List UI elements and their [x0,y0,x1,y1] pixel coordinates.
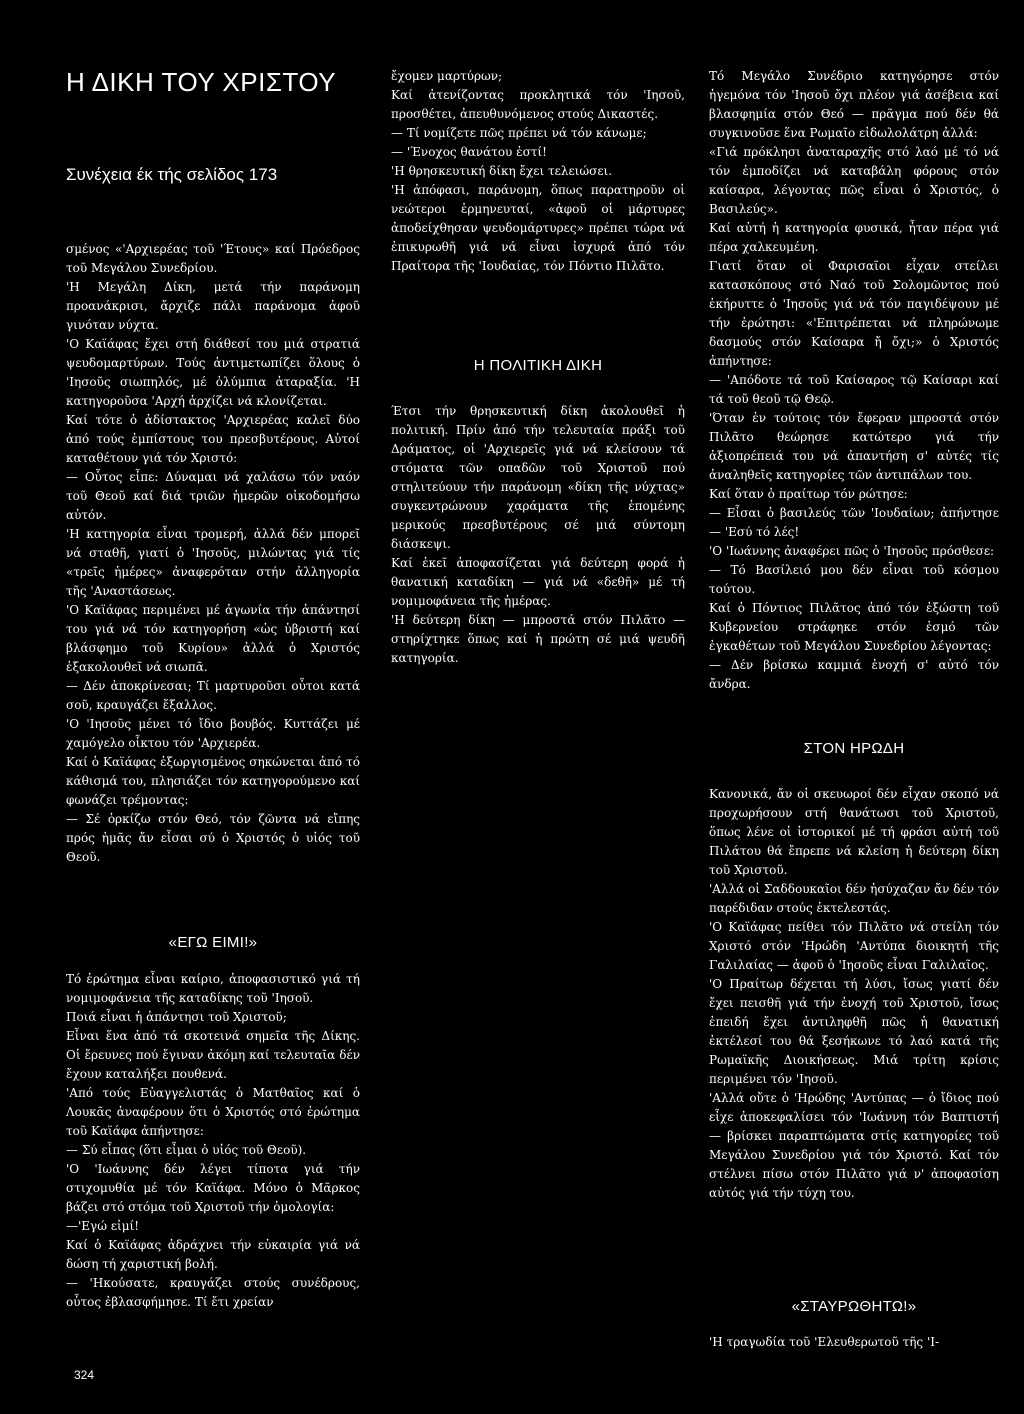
section-heading-herod: ΣΤΟΝ ΗΡΩΔΗ [803,740,905,757]
col3-paragraph-3: 'Η τραγωδία τοῦ 'Ελευθερωτοῦ τῆς 'Ι- [709,1335,940,1349]
continuation-note: Συνέχεια έκ τής σελίδος 173 [66,165,278,184]
col2-paragraph-1: ἔχομεν μαρτύρων; Καί ἀτενίζοντας προκλητικά τόν 'Ιησοῦ, προσθέτει, ἀπευθυνόμενος στούς Δικαστές. — Τί νομίζετε πῶς πρέπει νά τόν κάνωμε; — 'Ένοχος θανάτου ἐστί! 'Η θρησκευτική δίκη ἔχει τελειώσει. 'Η ἀπόφασι, παράνομη, ὅπως παρατηροῦν οἱ νεώτεροι ἑρμηνευταί, «ἀφοῦ οἱ μάρτυρες ἀποδείχθησαν ψευδομάρτυρες» πρέπει τώρα νά ἐπικυρωθῆ γιά νά εἶναι ἰσχυρά ἀπό τόν Πραίτορα τῆς 'Ιουδαίας, τόν Πόντιο Πιλᾶτο. [391,69,685,273]
page-number: 324 [74,1368,95,1382]
col3-paragraph-1: Τό Μεγάλο Συνέδριο κατηγόρησε στόν ἡγεμόνα τόν 'Ιησοῦ ὄχι πλέον γιά ἀσέβεια καί βλασφημία στόν Θεό — πρᾶγμα πού δέν θά συγκινοῦσε ἕνα Ρωμαῖο εἰδωλολάτρη ἀλλά: «Γιά πρόκλησι ἀναταραχῆς στό λαό μέ τό νά τόν ἐμποδίζει νά καταβάλη φόρους στόν καίσαρα, λέγοντας πῶς εἶναι ὁ Χριστός, ὁ Βασιλεύς». Καί αὐτή ἡ κατηγορία φυσικά, ἦταν πέρα γιά πέρα χαλκευμένη. Γιατί ὅταν οἱ Φαρισαῖοι εἶχαν στείλει κατασκόπους στό Ναό τοῦ Σολομῶντος πού ἐκήρυττε ὁ 'Ιησοῦς γιά νά τόν παγιδέψουν μέ τήν ἐρώτησι: «'Επιτρέπεται νά πληρώνωμε δασμούς στόν Καίσαρα ἤ ὄχι;» ὁ Χριστός ἀπήντησε: — 'Απόδοτε τά τοῦ Καίσαρος τῷ Καίσαρι καί τά τοῦ θεοῦ τῷ Θεῷ. 'Όταν ἐν τούτοις τόν ἔφεραν μπροστά στόν Πιλᾶτο θεώρησε κατώτερο γιά τήν ἀξιοπρέπειά του νά ἀπαντήση σ' αὐτές τίς ἀναληθεῖς κατηγορίες τῶν ἀντιπάλων του. Καί ὅταν ὁ πραίτωρ τόν ρώτησε: — Εἶσαι ὁ βασιλεύς τῶν 'Ιουδαίων; ἀπήντησε — 'Εσύ τό λές! 'Ο 'Ιωάννης ἀναφέρει πῶς ὁ 'Ιησοῦς πρόσθεσε: — Τό Βασίλειό μου δέν εἶναι τοῦ κόσμου τούτου. Καί ὁ Πόντιος Πιλᾶτος ἀπό τόν ἐξώστη τοῦ Κυβερνείου στράφηκε στόν ἐσμό τῶν ἐγκαθέτων τοῦ Μεγάλου Συνεδρίου λέγοντας: — Δέν βρίσκω καμμιά ἐνοχή σ' αὐτό τόν ἄνδρα. [709,69,999,691]
col1-paragraph-1: σμένος «'Αρχιερέας τοῦ 'Έτους» καί Πρόεδρος τοῦ Μεγάλου Συνεδρίου. 'Η Μεγάλη Δίκη, μετά τήν παράνομη προανάκρισι, ἄρχιζε πάλι παράνομα ἀφοῦ γινόταν νύχτα. 'Ο Καϊάφας ἔχει στή διάθεσί του μιά στρατιά ψευδομαρτύρων. Τούς ἀντιμετωπίζει ὅλους ὁ 'Ιησοῦς σιωπηλός, μέ ὀλύμπια ἀταραξία. 'Η κατηγοροῦσα 'Αρχή ἀρχίζει νά κλονίζεται. Καί τότε ὁ ἀδίστακτος 'Αρχιερέας καλεῖ δύο ἀπό τούς ἐμπίστους του πρεσβυτέρους. Αὐτοί καταθέτουν γιά τόν Χριστό: — Οὗτος εἶπε: Δύναμαι νά χαλάσω τόν ναόν τοῦ Θεοῦ καί διά τριῶν ἡμερῶν οἰκοδομήσω αὐτόν. 'Η κατηγορία εἶναι τρομερή, ἀλλά δέν μπορεῖ νά σταθῆ, γιατί ὁ 'Ιησοῦς, μιλώντας γιά τίς «τρεῖς ἡμέρες» ἀναφερόταν στήν ἀλληγορία τῆς 'Αναστάσεως. 'Ο Καϊάφας περιμένει μέ ἀγωνία τήν ἀπάντησί του γιά νά τόν κατηγορήση «ὡς ὑβριστή καί βλάσφημο τοῦ Κυρίου» ἀλλά ὁ Χριστός ἐξακολουθεῖ νά σιωπᾶ. — Δέν ἀποκρίνεσαι; Τί μαρτυροῦσι οὗτοι κατά σοῦ, κραυγάζει ἔξαλλος. 'Ο 'Ιησοῦς μένει τό ἴδιο βουβός. Κυττάζει μέ χαμόγελο οἶκτου τόν 'Αρχιερέα. Καί ὁ Καϊάφας ἐξωργισμένος σηκώνεται ἀπό τό κάθισμά του, πλησιάζει τόν κατηγορούμενο καί φωνάζει τρέμοντας: — Σέ ὁρκίζω στόν Θεό, τόν ζῶντα νά εἴπης πρός ἡμᾶς ἄν εἶσαι σύ ὁ Χριστός ὁ υἱός τοῦ Θεοῦ. [66,242,360,864]
section-heading-crucify: «ΣΤΑΥΡΩΘΗΤΩ!» [791,1298,917,1315]
col3-paragraph-2: Κανονικά, ἄν οἱ σκευωροί δέν εἶχαν σκοπό νά προχωρήσουν στή θανάτωσι τοῦ Χριστοῦ, ὅπως λένε οἱ ἱστορικοί μέ τή φράσι αὐτή τοῦ Πιλάτου θά ἔπρεπε νά κλείση ἡ δεύτερη δίκη τοῦ Χριστοῦ. 'Αλλά οἱ Σαδδουκαῖοι δέν ἡσύχαζαν ἄν δέν τόν παρέδιδαν στούς ἐκτελεστάς. 'Ο Καϊάφας πείθει τόν Πιλᾶτο νά στείλη τόν Χριστό στόν 'Ηρώδη 'Αντύπα διοικητή τῆς Γαλιλαίας — ἀφοῦ ὁ 'Ιησοῦς εἶναι Γαλιλαῖος. 'Ο Πραίτωρ δέχεται τή λύσι, ἴσως γιατί δέν ἔχει πεισθῆ γιά τήν ἐνοχή τοῦ Χριστοῦ, ἴσως ἐπειδή ἔχει ἀντιληφθῆ πῶς ἡ θανατική ἐκτέλεσί του θά ξεσήκωνε τό λαό κατά τῆς Ρωμαϊκῆς Διοικήσεως. Μιά τρίτη κρίσις περιμένει τόν 'Ιησοῦ. 'Αλλά οὔτε ὁ 'Ηρώδης 'Αντύπας — ὁ ἴδιος πού εἶχε ἀποκεφαλίσει τόν 'Ιωάννη τόν Βαπτιστή — βρίσκει παραπτώματα στίς κατηγορίες τοῦ Μεγάλου Συνεδρίου γιά τόν Χριστό. Καί τόν στέλνει πίσω στόν Πιλᾶτο γιά ν' ἀποφασίση αὐτός γιά τήν τύχη του. [709,787,999,1200]
col2-paragraph-2: Έτσι τήν θρησκευτική δίκη ἀκολουθεῖ ἡ πολιτική. Πρίν ἀπό τήν τελευταία πράξι τοῦ Δράματος, οἱ 'Αρχιερεῖς γιά νά κλείσουν τά στόματα τῶν οπαδῶν τοῦ Χριστοῦ πού στηλιτεύουν τήν παράνομη «δίκη τῆς νύχτας» συγκεντρώνουν χαράματα τῆς ἑπομένης μερικούς πρεσβυτέρους σέ μιά σύντομη διάσκεψι. Καί ἐκεῖ ἀποφασίζεται γιά δεύτερη φορά ἡ θανατική καταδίκη — γιά νά «δεθῆ» μέ τή νομιμοφάνεια τῆς ἡμέρας. 'Η δεύτερη δίκη — μπροστά στόν Πιλᾶτο — στηρίχτηκε ὅπως καί ἡ πρώτη σέ μιά ψευδῆ κατηγορία. [391,404,685,665]
article-title: Η ΔΙΚΗ ΤΟΥ ΧΡΙΣΤΟΥ [66,67,337,97]
col1-paragraph-2: Τό ἐρώτημα εἶναι καίριο, ἀποφασιστικό γιά τή νομιμοφάνεια τῆς καταδίκης τοῦ 'Ιησοῦ. Ποιά εἶναι ἡ ἀπάντησι τοῦ Χριστοῦ; Εἶναι ἕνα ἀπό τά σκοτεινά σημεῖα τῆς Δίκης. Οἱ ἔρευνες πού ἔγιναν ἀκόμη καί τελευταῖα δέν ἔχουν καταλήξει πουθενά. 'Από τούς Εὐαγγελιστάς ὁ Ματθαῖος καί ὁ Λουκᾶς ἀναφέρουν ὅτι ὁ Χριστός στό ἐρώτημα τοῦ Καϊάφα ἀπήντησε: — Σύ εἶπας (ὅτι εἶμαι ὁ υἱός τοῦ Θεοῦ). 'Ο 'Ιωάννης δέν λέγει τίποτα γιά τήν στιχομυθία μέ τόν Καϊάφα. Μόνο ὁ Μᾶρκος βάζει στό στόμα τοῦ Χριστοῦ τήν ὁμολογία: —'Εγώ εἰμί! Καί ὁ Καϊάφας ἀδράχνει τήν εὐκαιρία γιά νά δώση τή χαριστική βολή. — 'Ηκούσατε, κραυγάζει στούς συνέδρους, οὗτος ἐβλασφήμησε. Τί ἔτι χρείαν [66,972,360,1309]
section-heading-political-trial: Η ΠΟΛΙΤΙΚΗ ΔΙΚΗ [473,357,603,374]
section-heading-ego-eimi: «ΕΓΩ ΕΙΜΙ!» [168,934,258,951]
